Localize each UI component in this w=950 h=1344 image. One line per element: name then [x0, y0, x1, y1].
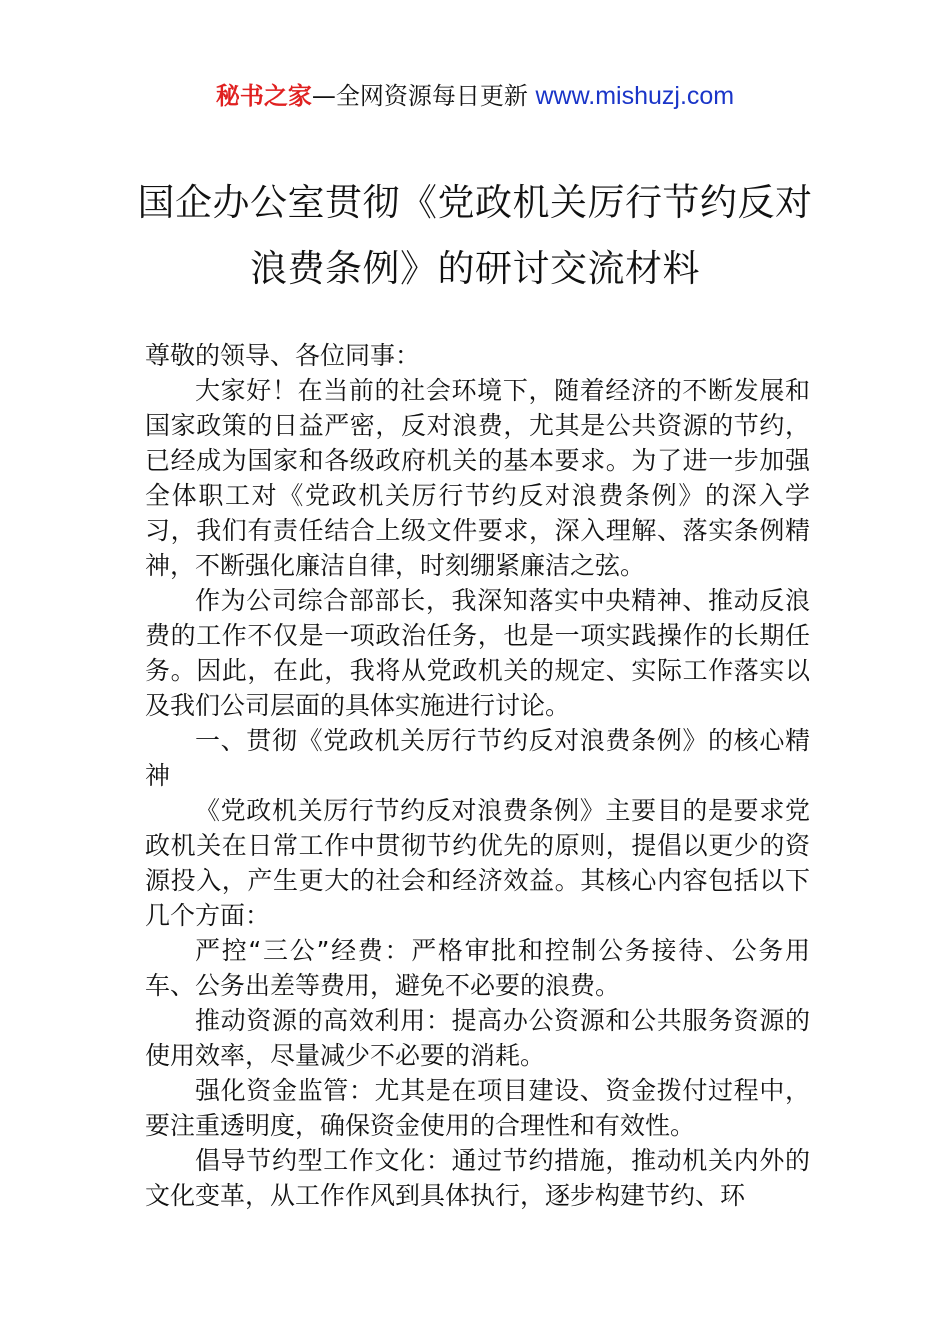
site-header	[0, 80, 950, 112]
salutation: 尊敬的领导、各位同事：	[145, 341, 421, 370]
paragraph-role: 作为公司综合部部长，我深知落实中央精神、推动反浪费的工作不仅是一项政治任务，也是一项实践操作的长期任务。因此，在此，我将从党政机关的规定、实际工作落实以及我们公司层面的具体实施进行讨论。	[145, 586, 810, 720]
list-item-thrift-culture: 倡导节约型工作文化：通过节约措施，推动机关内外的文化变革，从工作作风到具体执行，逐步构建节约、环	[145, 1146, 810, 1210]
document-title	[100, 170, 850, 302]
brand-name: 秘书之家	[215, 82, 312, 110]
section-heading-1: 一、贯彻《党政机关厉行节约反对浪费条例》的核心精神	[145, 726, 810, 790]
site-tagline: —全网资源每日更新	[311, 82, 536, 110]
list-item-fund-supervision: 强化资金监管：尤其是在项目建设、资金拨付过程中，要注重透明度，确保资金使用的合理性和有效性。	[145, 1076, 810, 1140]
paragraph-core-spirit: 《党政机关厉行节约反对浪费条例》主要目的是要求党政机关在日常工作中贯彻节约优先的原则，提倡以更少的资源投入，产生更大的社会和经济效益。其核心内容包括以下几个方面：	[145, 796, 810, 930]
list-item-resource-efficiency: 推动资源的高效利用：提高办公资源和公共服务资源的使用效率，尽量减少不必要的消耗。	[145, 1006, 810, 1070]
title-line-2: 浪费条例》的研讨交流材料	[250, 247, 700, 290]
site-url-link[interactable]: www.mishuzj.com	[535, 82, 735, 110]
paragraph-greeting: 大家好！在当前的社会环境下，随着经济的不断发展和国家政策的日益严密，反对浪费，尤其是公共资源的节约，已经成为国家和各级政府机关的基本要求。为了进一步加强全体职工对《党政机关厉行节约反对浪费条例》的深入学习，我们有责任结合上级文件要求，深入理解、落实条例精神，不断强化廉洁自律，时刻绷紧廉洁之弦。	[145, 376, 810, 580]
document-body	[145, 338, 810, 1213]
title-line-1: 国企办公室贯彻《党政机关厉行节约反对	[137, 181, 813, 224]
list-item-three-public-expenses: 严控“三公”经费：严格审批和控制公务接待、公务用车、公务出差等费用，避免不必要的浪费。	[145, 936, 810, 1000]
